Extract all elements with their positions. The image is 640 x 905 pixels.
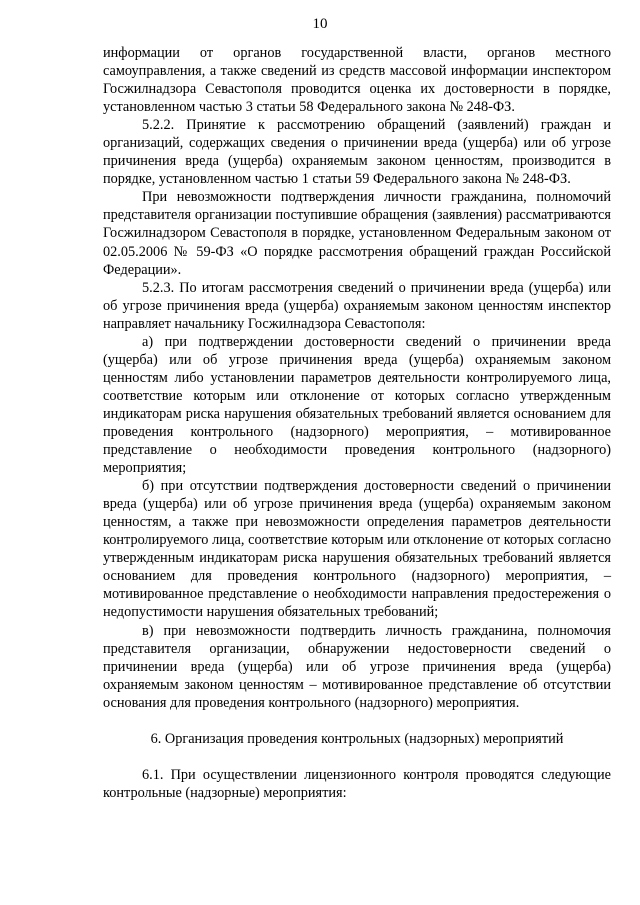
- paragraph-5-2-2: 5.2.2. Принятие к рассмотрению обращений (заявлений) граждан и организаций, содержащих сведения о причинении вреда (ущерба) или об угрозе причинения вреда (ущерба) охраняемым законом ценностям, производится в порядке, установленном частью 1 статьи 59 Федерального закона № 248-ФЗ.: [103, 117, 611, 188]
- paragraph-identity-check: При невозможности подтверждения личности гражданина, полномочий представителя организации поступившие обращения (заявления) рассматриваются Госжилнадзором Севастополя в порядке, установленном Федеральным законом от 02.05.2006 № 59-ФЗ «О порядке рассмотрения обращений граждан Российской Федерации».: [103, 189, 611, 278]
- section-heading: 6. Организация проведения контрольных (надзорных) мероприятий: [150, 730, 564, 747]
- list-item-a: а) при подтверждении достоверности сведений о причинении вреда (ущерба) или об угрозе причинения вреда (ущерба) охраняемым законом ценностям либо установлении параметров деятельности контролируемого лица, соответствие которым или отклонение от которых согласно утвержденным индикаторам риска нарушения обязательных требований является основанием для проведения контрольного (надзорного) мероприятия, – мотивированное представление о необходимости проведения контрольного (надзорного) мероприятия;: [103, 333, 611, 477]
- list-item-v: в) при невозможности подтвердить личность гражданина, полномочия представителя организации, обнаружении недостоверности сведений о причинении вреда (ущерба) или об угрозе причинения вреда (ущерба) охраняемым законом ценностям – мотивированное представление об отсутствии основания для проведения контрольного (надзорного) мероприятия.: [103, 622, 611, 711]
- paragraph-6-1: 6.1. При осуществлении лицензионного контроля проводятся следующие контрольные (надзорные) мероприятия:: [103, 766, 611, 801]
- page-number: 10: [312, 16, 328, 32]
- section-spacer-bottom: [103, 748, 611, 766]
- list-item-b: б) при отсутствии подтверждения достоверности сведений о причинении вреда (ущерба) или об угрозе причинения вреда (ущерба) охраняемым законом ценностям, а также при невозможности определения параметров деятельности контролируемого лица, соответствие которым или отклонение от которых согласно утвержденным индикаторам риска нарушения обязательных требований является основанием для проведения контрольного (надзорного) мероприятия, – мотивированное представление о необходимости направления предостережения о недопустимости нарушения обязательных требований;: [103, 478, 611, 621]
- paragraph-continuation: информации от органов государственной власти, органов местного самоуправления, а также сведений из средств массовой информации инспектором Госжилнадзора Севастополя проводится оценка их достоверности в порядке, установленном частью 3 статьи 58 Федерального закона № 248-ФЗ.: [103, 45, 611, 116]
- section-spacer-top: [103, 712, 611, 730]
- paragraph-5-2-3: 5.2.3. По итогам рассмотрения сведений о причинении вреда (ущерба) или об угрозе причинения вреда (ущерба) охраняемым законом ценностям инспектор направляет начальнику Госжилнадзора Севастополя:: [103, 279, 611, 332]
- document-body: [103, 44, 611, 802]
